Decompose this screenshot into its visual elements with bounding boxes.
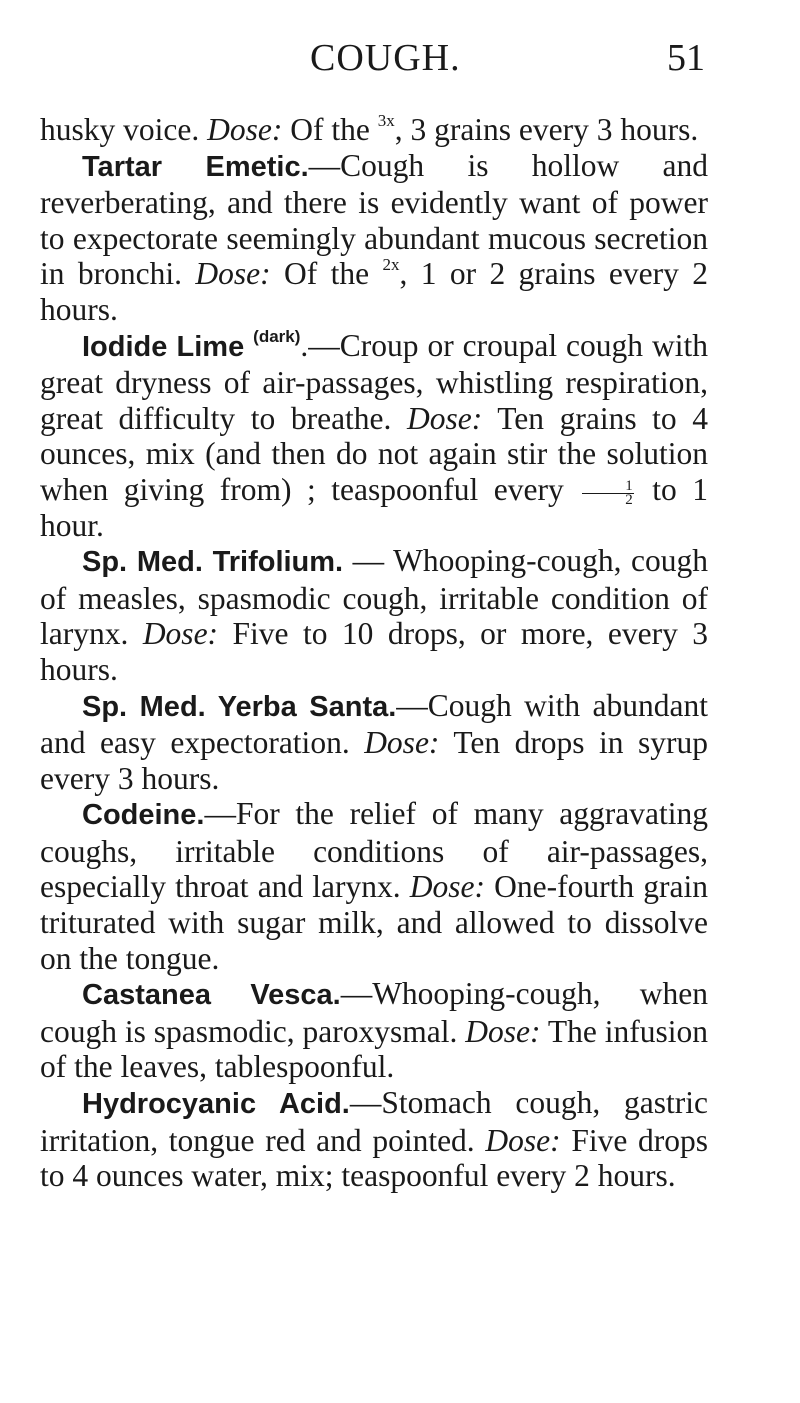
dose-label: Dose: bbox=[485, 1122, 561, 1158]
remedy-heading: Tartar Emetic. bbox=[82, 150, 309, 183]
remedy-heading: Hydrocyanic Acid. bbox=[82, 1088, 350, 1121]
paragraph-yerba-santa bbox=[40, 688, 708, 797]
body-text bbox=[40, 112, 708, 1194]
paragraph-text: , 1 or 2 grains every 2 hours. bbox=[40, 256, 708, 327]
remedy-heading: Codeine. bbox=[82, 799, 205, 832]
paragraph-hydrocyanic-acid bbox=[40, 1085, 708, 1194]
dose-label: Dose: bbox=[409, 869, 486, 905]
remedy-superscript: (dark) bbox=[253, 326, 301, 346]
dose-label: Dose: bbox=[465, 1013, 541, 1049]
paragraph-text: husky voice. bbox=[40, 112, 200, 147]
fraction-denominator: 2 bbox=[625, 491, 633, 508]
paragraph-text: Of the bbox=[290, 112, 370, 147]
remedy-heading: Castanea Vesca. bbox=[82, 979, 341, 1012]
potency-superscript: 3x bbox=[377, 111, 395, 130]
paragraph-text: — Whooping-cough, cough of measles, spasmodic cough, irritable condition of larynx. bbox=[40, 543, 708, 652]
paragraph-trifolium bbox=[40, 543, 708, 687]
paragraph-iodide-lime bbox=[40, 328, 708, 544]
fraction-half bbox=[579, 477, 637, 508]
paragraph-text: .—Croup or croupal cough with great dryness of air-passages, whistling respiration, great difficulty to breathe. bbox=[40, 327, 708, 436]
paragraph-text: Ten drops in syrup every 3 hours. bbox=[40, 725, 709, 796]
paragraph-tartar-emetic bbox=[40, 148, 708, 328]
paragraph-text: The infusion of the leaves, tablespoonful. bbox=[40, 1013, 708, 1085]
paragraph-text: Of the bbox=[283, 256, 370, 292]
page-number: 51 bbox=[667, 37, 705, 79]
paragraph-text: Ten grains to 4 ounces, mix (and then do not again stir the solution when giving from) ; teaspoonful every bbox=[40, 400, 708, 507]
paragraph-text: —Cough with abundant and easy expectoration. bbox=[40, 687, 708, 761]
running-head-title: COUGH. bbox=[310, 37, 461, 79]
running-head bbox=[40, 38, 705, 78]
dose-label: Dose: bbox=[195, 256, 271, 292]
paragraph-continuation bbox=[40, 112, 708, 148]
remedy-heading: Sp. Med. Trifolium. bbox=[82, 546, 344, 579]
dose-label: Dose: bbox=[364, 725, 440, 761]
paragraph-text: Five to 10 drops, or more, every 3 hours. bbox=[40, 616, 709, 687]
paragraph-text: One-fourth grain triturated with sugar milk, and allowed to dissolve on the tongue. bbox=[40, 869, 708, 976]
paragraph-text: Five drops to 4 ounces water, mix; teaspoonful every 2 hours. bbox=[40, 1122, 709, 1194]
paragraph-codeine bbox=[40, 796, 708, 976]
dose-label: Dose: bbox=[207, 112, 283, 147]
paragraph-castanea-vesca bbox=[40, 976, 708, 1085]
paragraph-text: —Cough is hollow and reverberating, and there is evidently want of power to expectorate seemingly abundant mucous secretion in bronchi. bbox=[40, 147, 708, 292]
paragraph-text: , 3 grains every 3 hours. bbox=[394, 112, 699, 147]
paragraph-text: —For the relief of many aggravating coughs, irritable conditions of air-passages, especially throat and larynx. bbox=[40, 796, 708, 905]
dose-label: Dose: bbox=[407, 400, 483, 436]
paragraph-text: —Stomach cough, gastric irritation, tongue red and pointed. bbox=[40, 1085, 709, 1158]
dose-label: Dose: bbox=[142, 616, 219, 652]
potency-superscript: 2x bbox=[382, 255, 400, 275]
remedy-heading: Sp. Med. Yerba Santa. bbox=[82, 690, 397, 723]
paragraph-text: to 1 hour. bbox=[40, 471, 708, 543]
remedy-heading: Iodide Lime bbox=[82, 330, 245, 363]
paragraph-text: —Whooping-cough, when cough is spasmodic, paroxysmal. bbox=[40, 976, 709, 1049]
fraction-numerator: 1 bbox=[582, 480, 634, 494]
